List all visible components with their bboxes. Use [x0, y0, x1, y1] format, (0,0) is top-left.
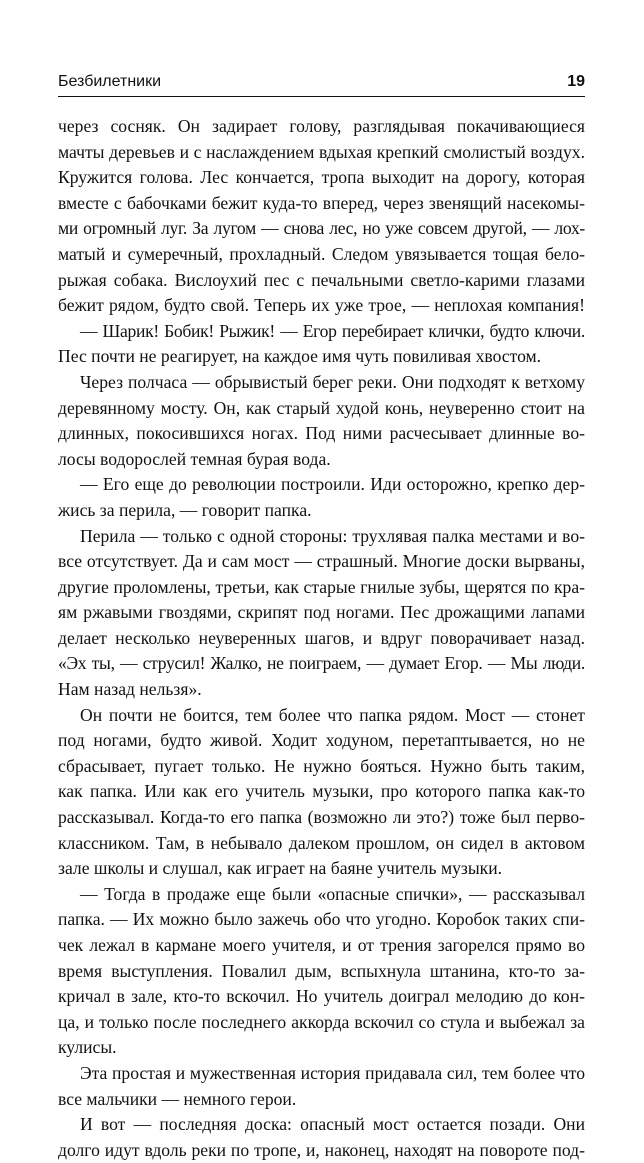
- text-line: время выступления. Повалил дым, вспыхнула штанина, кто-то за-: [58, 960, 585, 981]
- text-line: классником. Там, в небывало далеком прошлом, он сидел в актовом: [58, 832, 585, 853]
- text-line: все отсутствует. Да и сам мост — страшный. Многие доски вырваны,: [58, 551, 585, 572]
- text-line: под ногами, будто живой. Ходит ходуном, перетаптывается, но не: [58, 730, 585, 751]
- text-line: рыжая собака. Вислоухий пес с печальными светло-карими глазами: [58, 269, 585, 290]
- text-line: длинных, покосившихся ногах. Под ними расчесывает длинные во-: [58, 423, 585, 444]
- text-line: кулисы.: [58, 1037, 117, 1058]
- page-number: 19: [567, 73, 585, 90]
- text-line: кричал в зале, кто-то вскочил. Но учитель доиграл мелодию до кон-: [58, 986, 585, 1007]
- text-line: Кружится голова. Лес кончается, тропа выходит на дорогу, которая: [58, 167, 585, 188]
- text-line: ми огромный луг. За лугом — снова лес, но уже совсем другой, — лох-: [58, 218, 585, 239]
- text-line: Пес почти не реагирует, на каждое имя чуть повиливая хвостом.: [58, 346, 542, 367]
- text-line: чек лежал в кармане моего учителя, и от трения загорелся прямо во: [58, 935, 585, 955]
- text-line: — Шарик! Бобик! Рыжик! — Егор перебирает клички, будто ключи.: [80, 320, 585, 341]
- text-line: Нам назад нельзя».: [58, 679, 202, 700]
- text-line: как папка. Или как его учитель музыки, про которого папка как-то: [58, 781, 585, 802]
- text-line: все мальчики — немного герои.: [58, 1088, 297, 1109]
- text-line: «Эх ты, — струсил! Жалко, не поиграем, — думает Егор. — Мы люди.: [58, 653, 585, 674]
- text-line: рассказывал. Когда-то его папка (возможно ли это?) тоже был перво-: [58, 807, 585, 828]
- text-line: — Его еще до революции построили. Иди осторожно, крепко дер-: [80, 474, 585, 495]
- text-line: лосы водорослей темная бурая вода.: [58, 448, 331, 469]
- text-line: делает несколько неуверенных шагов, и вдруг поворачивает назад.: [58, 627, 585, 648]
- text-line: бежит рядом, будто свой. Теперь их уже трое, — неплохая компания!: [58, 295, 585, 316]
- body-text: [58, 114, 585, 1163]
- text-line: через сосняк. Он задирает голову, разглядывая покачивающиеся: [58, 116, 585, 136]
- text-line: ям ржавыми гвоздями, скрипят под ногами. Пес дрожащими лапами: [58, 602, 585, 623]
- text-line: вместе с бабочками бежит куда-то вперед, через звенящий насекомы-: [58, 192, 585, 213]
- text-line: мачты деревьев и с наслаждением вдыхая крепкий смолистый воздух.: [58, 141, 585, 162]
- text-line: деревянному мосту. Он, как старый худой конь, неуверенно стоит на: [58, 397, 585, 418]
- text-line: сбрасывает, пугает только. Не нужно бояться. Нужно быть таким,: [58, 755, 585, 776]
- text-line: Эта простая и мужественная история придавала сил, тем более что: [80, 1062, 585, 1083]
- text-line: ца, и только после последнего аккорда вскочил со стула и выбежал за: [58, 1011, 585, 1032]
- text-line: папка. — Их можно было зажечь обо что угодно. Коробок таких спи-: [58, 909, 585, 930]
- text-line: И вот — последняя доска: опасный мост остается позади. Они: [80, 1114, 585, 1135]
- text-line: матый и сумеречный, прохладный. Следом увязывается тощая бело-: [58, 243, 585, 264]
- text-line: зале школы и слушал, как играет на баяне учитель музыки.: [58, 858, 503, 879]
- running-title: Безбилетники: [58, 73, 162, 90]
- text-line: — Тогда в продаже еще были «опасные спички», — рассказывал: [80, 883, 585, 904]
- text-line: Перила — только с одной стороны: трухлявая палка местами и во-: [80, 525, 585, 546]
- text-line: долго идут вдоль реки по тропе, и, наконец, находят на повороте под-: [58, 1139, 585, 1160]
- text-line: Он почти не боится, тем более что папка рядом. Мост — стонет: [80, 704, 585, 725]
- text-line: Через полчаса — обрывистый берег реки. Они подходят к ветхому: [80, 371, 585, 392]
- text-line: жись за перила, — говорит папка.: [58, 499, 312, 520]
- text-line: другие проломлены, третьи, как старые гнилые зубы, щерятся по кра-: [58, 576, 585, 597]
- running-header: [58, 66, 585, 97]
